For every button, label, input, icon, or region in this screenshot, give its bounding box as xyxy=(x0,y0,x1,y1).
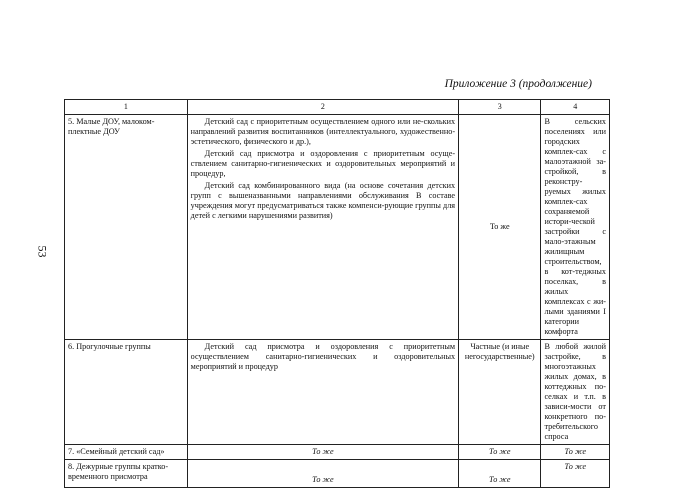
row6-location-text: В любой жилой застройке, в многоэтажных жилых домах, в коттеджных по-селках и т.п. в зависи-мости от конкретного по-требительского спроса xyxy=(544,341,606,441)
row5-paragraph-3: Детский сад комбинированного вида (на основе сочетания детских групп с вышеназванными направлениями обслуживания В составе учреждения могут предусматриваться также компенси-рующие группы для детей с легкими нарушениями развития) xyxy=(190,180,456,220)
row8-location-cell: То же xyxy=(541,459,610,487)
row6-paragraph: Детский сад присмотра и оздоровления с приоритетным осуществлением санитарно-гигиенических и оздоровительных мероприятий и процедур xyxy=(190,341,456,371)
requirements-table xyxy=(64,99,610,488)
column-header-1: 1 xyxy=(65,100,188,115)
row7-location-cell: То же xyxy=(541,444,610,459)
row7-description-cell: То же xyxy=(187,444,458,459)
row8-ownership-cell: То же xyxy=(459,459,541,487)
row5-description-cell xyxy=(187,114,458,339)
table-row xyxy=(65,444,610,459)
row5-ownership-cell: То же xyxy=(459,114,541,339)
page-number: 53 xyxy=(35,245,50,258)
row8-description-cell: То же xyxy=(187,459,458,487)
appendix-title: Приложение 3 (продолжение) xyxy=(444,78,592,90)
row7-type-cell: 7. «Семейный детский сад» xyxy=(65,444,188,459)
row6-description-cell xyxy=(187,339,458,444)
row6-ownership-cell: Частные (и иные негосударственные) xyxy=(459,339,541,444)
table-header-row xyxy=(65,100,610,115)
column-header-3: 3 xyxy=(459,100,541,115)
row5-location-cell xyxy=(541,114,610,339)
column-header-2: 2 xyxy=(187,100,458,115)
column-header-4: 4 xyxy=(541,100,610,115)
table-row xyxy=(65,459,610,487)
row8-type-cell: 8. Дежурные группы кратко-временного присмотра xyxy=(65,459,188,487)
row5-paragraph-1: Детский сад с приоритетным осуществлением одного или не-скольких направлений развития воспитанников (интеллектуального, художественно-эстетического, физического и др.), xyxy=(190,116,456,146)
row5-type-cell: 5. Малые ДОУ, малоком-плектные ДОУ xyxy=(65,114,188,339)
table-row xyxy=(65,339,610,444)
table-row xyxy=(65,114,610,339)
row5-paragraph-2: Детский сад присмотра и оздоровления с приоритетным осуще-ствлением санитарно-гигиенических и оздоровительных мероприятий и процедур, xyxy=(190,148,456,178)
row6-type-cell: 6. Прогулочные группы xyxy=(65,339,188,444)
row6-location-cell xyxy=(541,339,610,444)
row5-location-text: В сельских поселениях или городских комплек-сах с малоэтажной за-стройкой, в реконстру-руемых жилых комплек-сах сохраняемой истори-ческой застройки с мало-этажным жилищным строительством, в кот-теджных поселках, в жилых комплексах с жи-лыми зданиями I категории комфорта xyxy=(544,116,606,336)
row7-ownership-cell: То же xyxy=(459,444,541,459)
